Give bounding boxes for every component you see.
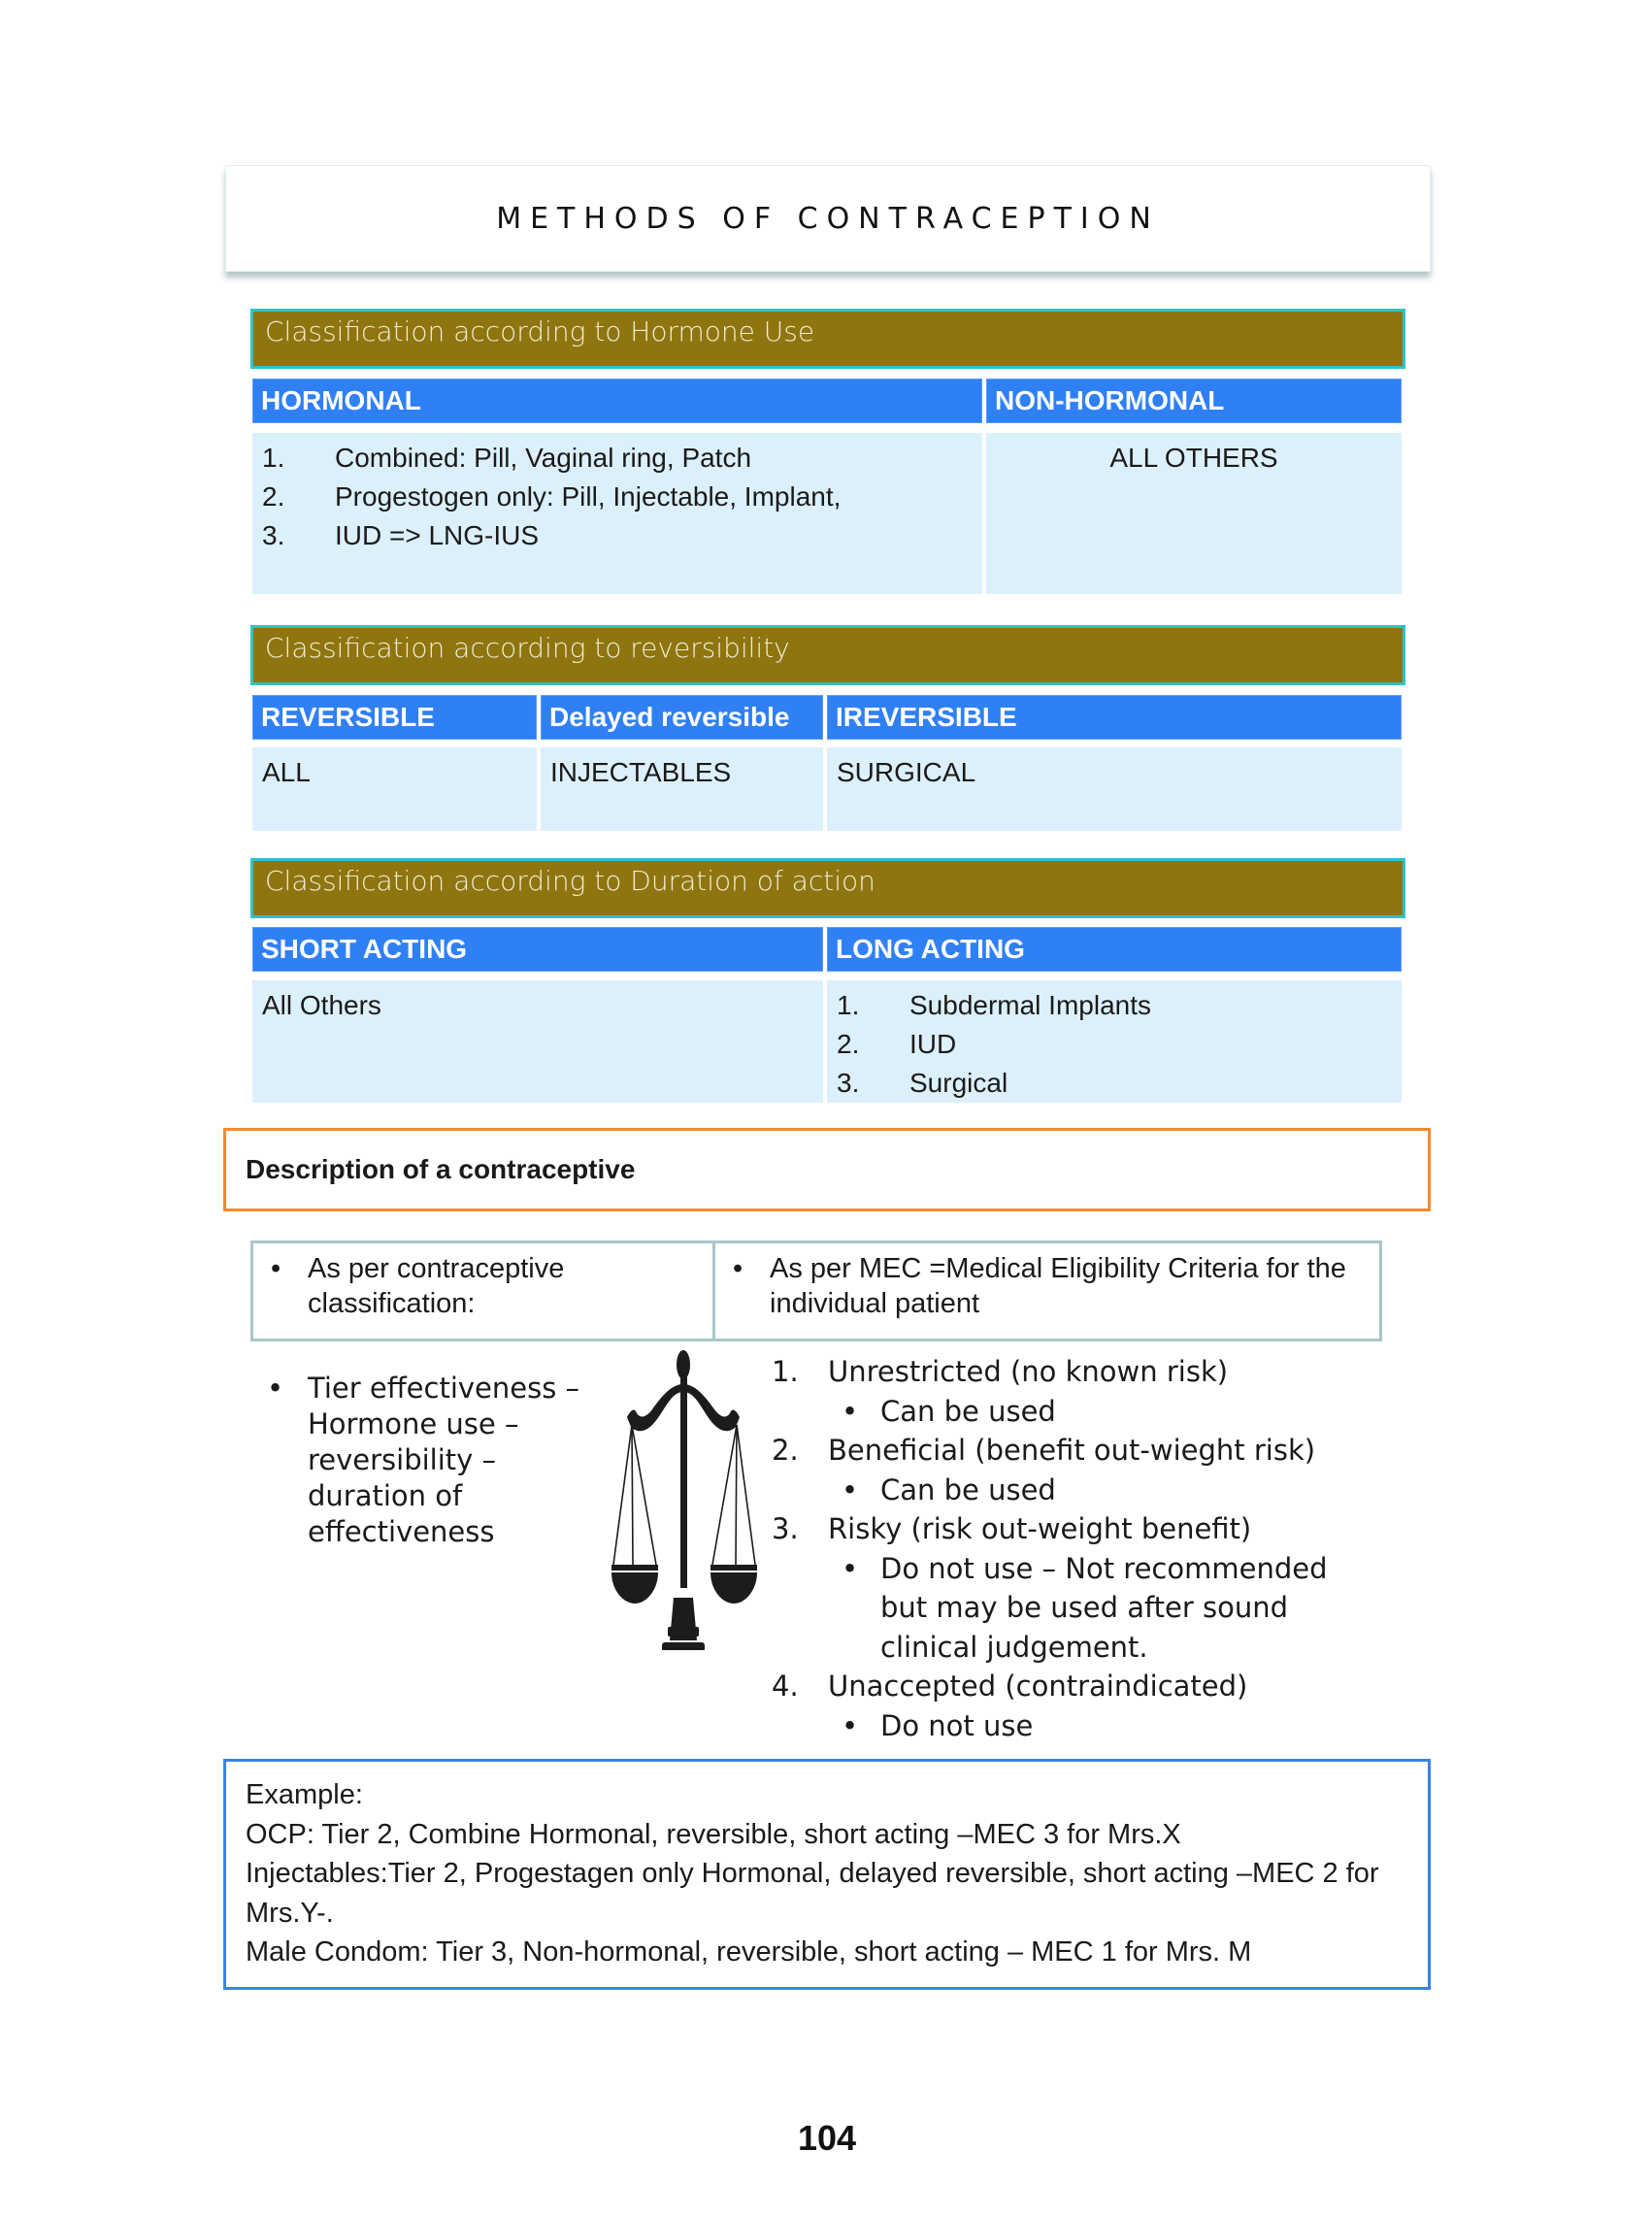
column-header-hormonal: HORMONAL — [252, 379, 982, 423]
item-number: 3. — [262, 520, 285, 550]
classification-order-text: Tier effectiveness – Hormone use – reversibility – duration of effectiveness — [308, 1372, 580, 1548]
criteria-cell-classification — [253, 1243, 712, 1339]
example-line: OCP: Tier 2, Combine Hormonal, reversible, short acting –MEC 3 for Mrs.X — [246, 1818, 1181, 1850]
mec-category — [772, 1431, 1393, 1471]
bullet: • — [271, 1253, 281, 1284]
classification-order-bullet — [267, 1371, 587, 1550]
category-label: Risky (risk out-weight benefit) — [828, 1512, 1252, 1545]
non-hormonal-cell — [986, 433, 1402, 594]
list-item — [262, 439, 973, 478]
column-header-long-acting: LONG ACTING — [827, 927, 1402, 972]
mec-category-note — [772, 1706, 1393, 1746]
example-line: Male Condom: Tier 3, Non-hormonal, reversible, short acting – MEC 1 for Mrs. M — [246, 1936, 1252, 1968]
criteria-cell-mec — [712, 1243, 1379, 1339]
list-item — [837, 986, 1392, 1025]
hormonal-list — [262, 439, 973, 555]
description-criteria-box — [250, 1240, 1382, 1341]
item-text: Progestogen only: Pill, Injectable, Implant, — [335, 481, 842, 512]
mec-category-note — [772, 1471, 1393, 1510]
title-box — [225, 165, 1431, 272]
list-item — [262, 478, 973, 516]
mec-category-note — [772, 1549, 1393, 1668]
list-item — [837, 1064, 1392, 1103]
category-label: Unrestricted (no known risk) — [828, 1355, 1229, 1388]
mec-category — [772, 1509, 1393, 1549]
item-text: Surgical — [909, 1068, 1008, 1098]
bullet: • — [267, 1372, 284, 1405]
list-item — [262, 516, 973, 555]
item-text: Subdermal Implants — [909, 990, 1152, 1020]
hormonal-cell — [252, 433, 982, 594]
example-line: Injectables:Tier 2, Progestagen only Hormonal, delayed reversible, short acting –MEC 2 for Mrs.Y-. — [246, 1858, 1379, 1929]
mec-category — [772, 1352, 1393, 1392]
page-number: 104 — [797, 2118, 857, 2158]
item-number: 3. — [837, 1068, 860, 1098]
example-label: Example: — [246, 1779, 363, 1810]
column-header-short-acting: SHORT ACTING — [252, 927, 823, 972]
list-item — [837, 1025, 1392, 1064]
non-hormonal-value: ALL OTHERS — [1109, 443, 1278, 473]
page-title: METHODS OF CONTRACEPTION — [496, 201, 1160, 236]
example-box — [223, 1759, 1431, 1990]
long-acting-cell — [827, 980, 1402, 1103]
category-number: 2. — [772, 1434, 799, 1467]
scales-of-justice-icon — [602, 1349, 767, 1650]
column-header-non-hormonal: NON-HORMONAL — [986, 379, 1402, 423]
section-header-hormone: Classification according to Hormone Use — [250, 309, 1405, 369]
section-header-duration: Classification according to Duration of action — [250, 858, 1405, 918]
bullet: • — [842, 1394, 859, 1428]
category-label: Unaccepted (contraindicated) — [828, 1670, 1248, 1703]
category-number: 3. — [772, 1512, 799, 1545]
item-text: IUD — [909, 1029, 957, 1059]
category-note-text: Do not use – Not recommended but may be used after sound clinical judgement. — [880, 1551, 1328, 1664]
category-number: 1. — [772, 1355, 799, 1388]
item-number: 2. — [837, 1029, 860, 1059]
bullet: • — [733, 1253, 743, 1284]
category-note-text: Can be used — [880, 1472, 1056, 1506]
category-note-text: Can be used — [880, 1394, 1056, 1428]
mec-category-note — [772, 1392, 1393, 1432]
short-acting-cell: All Others — [252, 980, 823, 1103]
description-heading: Description of a contraceptive — [246, 1154, 636, 1184]
category-label: Beneficial (benefit out-wieght risk) — [828, 1434, 1316, 1467]
criteria-text: As per contraceptive classification: — [308, 1253, 565, 1319]
description-heading-box — [223, 1128, 1431, 1211]
section-header-reversibility: Classification according to reversibility — [250, 625, 1405, 685]
long-acting-list — [837, 986, 1392, 1103]
category-number: 4. — [772, 1670, 799, 1703]
mec-category — [772, 1667, 1393, 1706]
mec-category-list — [772, 1352, 1393, 1745]
category-note-text: Do not use — [880, 1708, 1034, 1742]
item-text: IUD => LNG-IUS — [335, 520, 540, 550]
column-header-reversible: REVERSIBLE — [252, 695, 537, 740]
bullet: • — [842, 1708, 859, 1742]
item-number: 2. — [262, 481, 285, 512]
delayed-reversible-cell: INJECTABLES — [541, 747, 823, 831]
item-number: 1. — [837, 990, 860, 1020]
item-text: Combined: Pill, Vaginal ring, Patch — [335, 443, 752, 473]
bullet: • — [842, 1551, 859, 1585]
bullet: • — [842, 1472, 859, 1506]
reversible-cell: ALL — [252, 747, 537, 831]
column-header-delayed-reversible: Delayed reversible — [541, 695, 823, 740]
irreversible-cell: SURGICAL — [827, 747, 1402, 831]
criteria-text: As per MEC =Medical Eligibility Criteria for the individual patient — [770, 1253, 1346, 1319]
column-header-irreversible: IREVERSIBLE — [827, 695, 1402, 740]
item-number: 1. — [262, 443, 285, 473]
